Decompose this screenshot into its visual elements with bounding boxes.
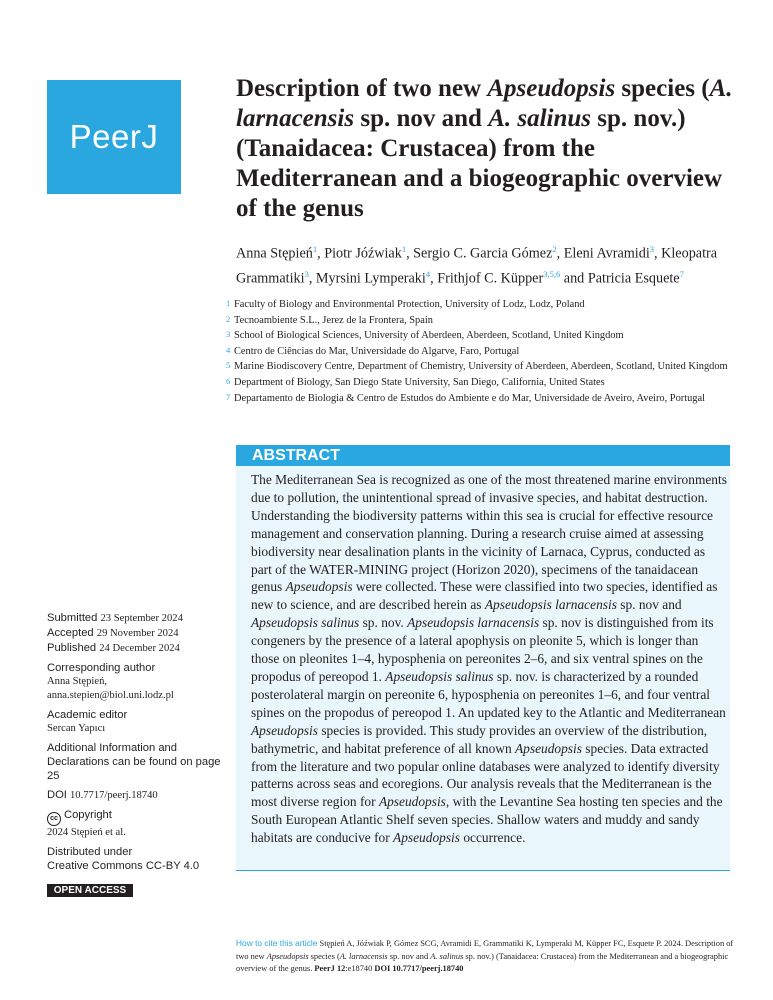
additional-info-link[interactable]: Additional Information and Declarations can be found on page 25 bbox=[47, 742, 221, 782]
affiliation-list bbox=[226, 297, 731, 406]
affiliation-item: 2 Tecnoambiente S.L., Jerez de la Frontera, Spain bbox=[226, 313, 433, 326]
citation-doi-link[interactable]: DOI 10.7717/peerj.18740 bbox=[374, 964, 464, 973]
affiliation-item: 6 Department of Biology, San Diego State University, San Diego, California, United States bbox=[226, 375, 605, 388]
submitted-date: Submitted 23 September 2024 bbox=[47, 612, 183, 624]
author-list: Anna Stępień$^1$, Piotr Jóźwiak$^1$, Sergio C. Garcia Gómez$^2$, Eleni Avramidi$^3$, Kleopatra Grammatiki$^3$, Myrsini Lymperaki$^4$, Frithjof C. Küpper$^{3,5,6}$ and Patricia Esquete$^7$ bbox=[236, 244, 718, 287]
affiliation-item: 5 Marine Biodiscovery Centre, Department of Chemistry, University of Aberdeen, Aberdeen, Scotland, United Kingdom bbox=[226, 360, 728, 373]
article-title: Description of two new Apseudopsis species (A. larnacensis sp. nov and A. salinus sp. nov.) (Tanaidacea: Crustacea) from the Mediterranean and a biogeographic overview of the genus bbox=[236, 75, 733, 222]
author-name: Kleopatra Grammatiki bbox=[236, 245, 718, 287]
academic-editor: Academic editor Sercan Yapıcı bbox=[47, 709, 128, 734]
author-affiliation-marker: 2 bbox=[552, 244, 557, 254]
corresponding-email-link[interactable]: anna.stepien@biol.uni.lodz.pl bbox=[47, 690, 174, 701]
author-name: Sergio C. Garcia Gómez bbox=[413, 245, 553, 262]
author-affiliation-marker: 4 bbox=[425, 268, 431, 279]
open-access-badge: OPEN ACCESS bbox=[47, 884, 133, 897]
doi: DOI 10.7717/peerj.18740 bbox=[47, 789, 158, 801]
author-affiliation-marker: 3 bbox=[649, 244, 655, 254]
abstract-heading: ABSTRACT bbox=[236, 445, 730, 466]
affiliation-item: 7 Departamento de Biologia & Centro de Estudos do Ambiente e do Mar, Universidade de Aveiro, Aveiro, Portugal bbox=[226, 391, 705, 404]
author-affiliation-marker: 3,5,6 bbox=[543, 268, 561, 279]
article-metadata-sidebar bbox=[47, 611, 227, 873]
author-name: Myrsini Lymperaki bbox=[315, 270, 426, 287]
peerj-logo: PeerJ bbox=[47, 80, 181, 194]
license: Distributed under Creative Commons CC-BY 4.0 bbox=[47, 845, 227, 873]
published-date: Published 24 December 2024 bbox=[47, 642, 180, 654]
author-affiliation-marker: 1 bbox=[312, 244, 318, 254]
author-name: Anna Stępień bbox=[236, 245, 313, 262]
author-name: Eleni Avramidi bbox=[563, 245, 650, 262]
citation-footer: How to cite this article Stępień A, Jóźwiak P, Gómez SCG, Avramidi E, Grammatiki K, Lymperaki M, Küpper FC, Esquete P. 2024. Description of two new Apseudopsis species (A. larnacensis sp. nov and A. salinus sp. nov.) (Tanaidacea: Crustacea) from the Mediterranean and a biogeographic overview of the genus. PeerJ 12:e18740 DOI 10.7717/peerj.18740 bbox=[236, 938, 734, 973]
license-link[interactable]: Creative Commons CC-BY 4.0 bbox=[47, 860, 200, 872]
affiliation-item: 4 Centro de Ciências do Mar, Universidade do Algarve, Faro, Portugal bbox=[226, 344, 520, 357]
doi-link[interactable]: 10.7717/peerj.18740 bbox=[70, 790, 158, 801]
accepted-date: Accepted 29 November 2024 bbox=[47, 627, 179, 639]
affiliation-item: 1 Faculty of Biology and Environmental Protection, University of Lodz, Lodz, Poland bbox=[226, 298, 585, 310]
author-affiliation-marker: 3 bbox=[304, 268, 309, 279]
abstract-body: The Mediterranean Sea is recognized as one of the most threatened marine environments due to pollution, the unintentional spread of invasive species, and habitat destruction. Understanding the biodiversity patterns within this sea is crucial for effective resource management and conservation planning. During a research cruise aimed at assessing biodiversity near desalination plants in the vicinity of Larnaca, Cyprus, conducted as part of the WATER-MINING project (Horizon 2020), specimens of the tanaidacean genus Apseudopsis were collected. These were classified into two species, identified as new to science, and are described herein as Apseudopsis larnacensis sp. nov and Apseudopsis salinus sp. nov. Apseudopsis larnacensis sp. nov is distinguished from its congeners by the presence of a lateral apophysis on pleonite 5, which is longer than those on pleonites 1–4, hyposphenia on pereonites 2–6, and six ventral spines on the propodus of pereopod 1. Apseudopsis salinus sp. nov. is characterized by a rounded posterolateral margin on pereonite 6, hyposphenia on pereonites 1–6, and four ventral spines on the propodus of pereopod 1. An updated key to the Atlantic and Mediterranean Apseudopsis species is provided. This study provides an overview of the distribution, bathymetric, and habitat preference of all known Apseudopsis species. Data extracted from the literature and two popular online databases were analyzed to identify diversity patterns across seas and ecoregions. Our analysis reveals that the Mediterranean is the most diverse region for Apseudopsis, with the Levantine Sea hosting ten species and the South European Atlantic Shelf seven species. Shallow waters and muddy and sandy habitats are conducive for Apseudopsis occurrence. bbox=[251, 472, 727, 846]
corresponding-author: Corresponding author Anna Stępień, anna.stepien@biol.uni.lodz.pl bbox=[47, 661, 227, 703]
author-name: Piotr Jóźwiak bbox=[324, 245, 402, 262]
copyright: cc Copyright 2024 Stępień et al. bbox=[47, 809, 126, 838]
affiliation-item: 3 School of Biological Sciences, University of Aberdeen, Aberdeen, Scotland, United Kingdom bbox=[226, 329, 624, 342]
author-name: Patricia Esquete bbox=[587, 270, 680, 287]
copyright-icon: cc bbox=[47, 812, 61, 826]
author-name: Frithjof C. Küpper bbox=[437, 270, 544, 287]
author-affiliation-marker: 1 bbox=[401, 244, 407, 254]
author-affiliation-marker: 7 bbox=[679, 268, 684, 279]
